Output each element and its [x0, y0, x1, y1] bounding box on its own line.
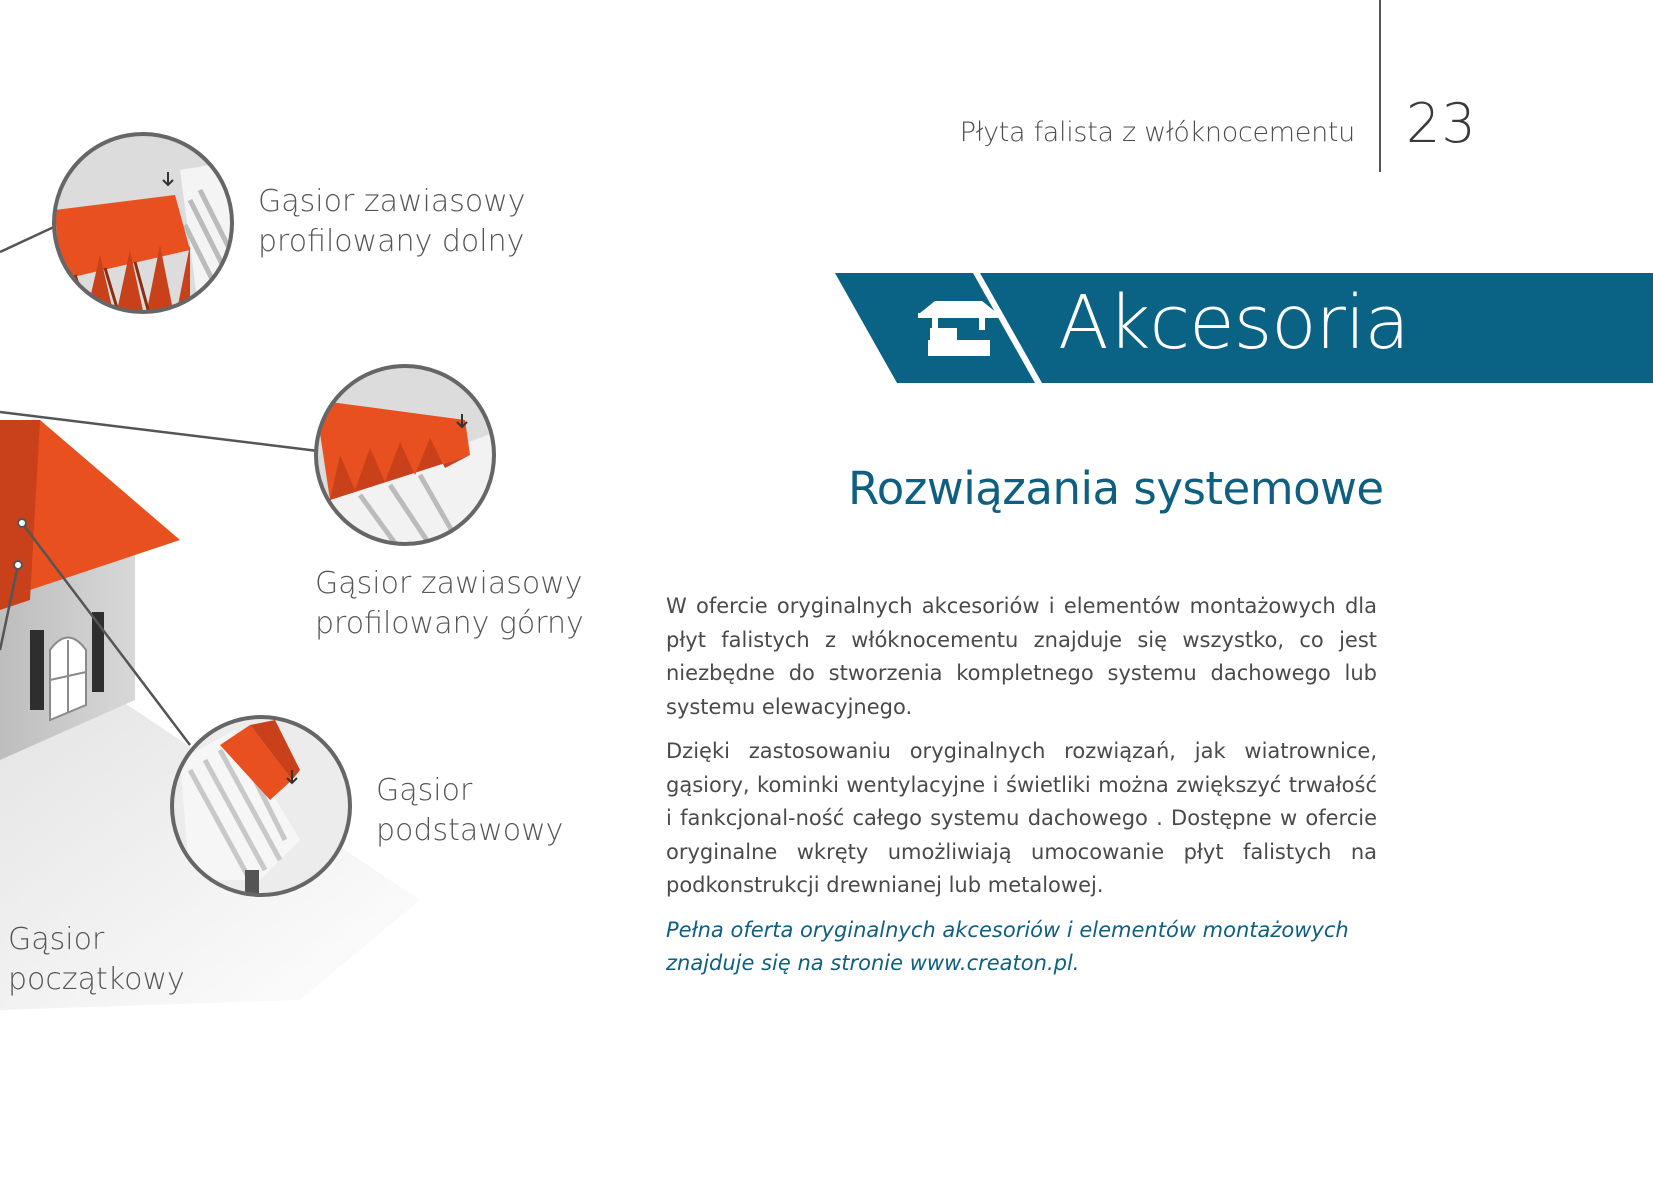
- running-header: Płyta falista z włóknocementu: [959, 117, 1355, 148]
- callout-hinged-upper: [310, 360, 500, 550]
- label-starter: [8, 920, 185, 1000]
- label-line: Gąsior: [376, 773, 473, 808]
- label-hinged-upper: [315, 564, 584, 644]
- page-number: 23: [1406, 92, 1477, 155]
- callout-hinged-lower: [50, 130, 240, 320]
- section-title: Akcesoria: [1058, 280, 1409, 366]
- label-line: Gąsior: [8, 922, 105, 957]
- label-line: podstawowy: [376, 813, 564, 848]
- paragraph: W ofercie oryginalnych akcesoriów i elementów montażowych dla płyt falistych z włóknocementu znajduje się wszystko, co jest niezbędne do stworzenia kompletnego systemu dachowego lub systemu elewacyjnego.: [666, 594, 1377, 719]
- website-note: Pełna oferta oryginalnych akcesoriów i elementów montażowych znajduje się na stronie www.creaton.pl.: [666, 917, 1349, 975]
- label-line: początkowy: [8, 962, 185, 997]
- house: [0, 420, 180, 760]
- label-basic: [376, 771, 563, 851]
- label-line: Gąsior zawiasowy: [258, 184, 526, 219]
- label-line: profilowany dolny: [258, 224, 525, 259]
- pointer-dot: [14, 561, 22, 569]
- label-hinged-lower: [258, 182, 525, 262]
- pointer-dot: [18, 519, 26, 527]
- label-line: Gąsior zawiasowy: [315, 566, 583, 601]
- label-line: profilowany górny: [315, 606, 584, 641]
- paragraph: Dzięki zastosowaniu oryginalnych rozwiązań, jak wiatrownice, gąsiory, kominki wentylacyjne i świetliki można zwiększyć trwałość i fankcjonal-ność całego systemu dachowego . Dostępne w ofercie oryginalne wkręty umożliwiają umocowanie płyt falistych na podkonstrukcji drewnianej lub metalowej.: [666, 739, 1377, 897]
- body-text: [666, 590, 1377, 992]
- header-divider: [1379, 0, 1381, 172]
- subtitle: Rozwiązania systemowe: [848, 462, 1384, 515]
